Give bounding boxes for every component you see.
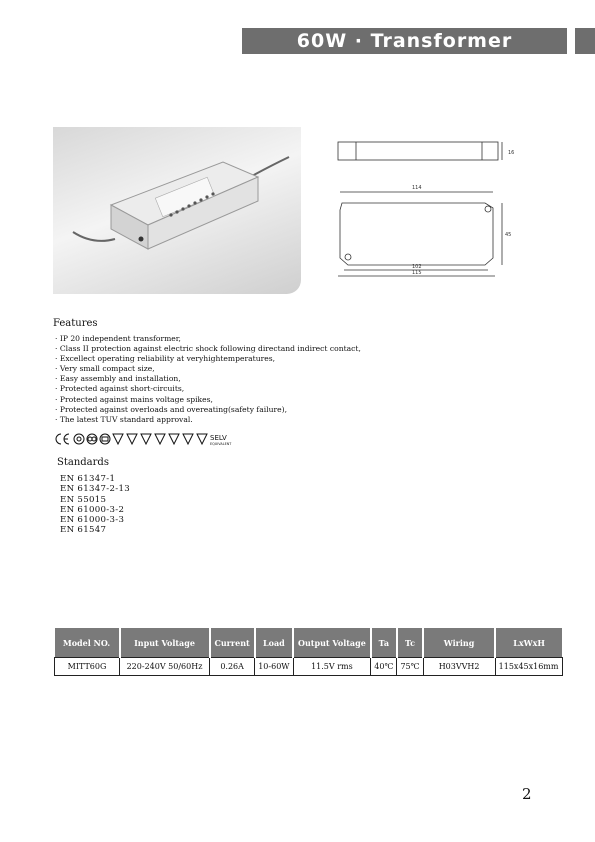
front-dim-width-label: 114 [412, 185, 422, 191]
feature-item: · Protected against short-circuits, [55, 384, 361, 394]
standard-item: EN 55015 [60, 494, 107, 505]
front-view-outline [340, 203, 493, 265]
feature-item: · IP 20 independent transformer, [55, 334, 361, 344]
front-dim-bottom2-label: 115 [412, 270, 422, 276]
spec-cell: 11.5V rms [293, 658, 371, 676]
spec-header-cell: LxWxH [495, 628, 562, 658]
spec-table [54, 628, 563, 676]
table-row [55, 658, 563, 676]
spec-header-cell: Current [210, 628, 255, 658]
spec-header-cell: Model NO. [55, 628, 120, 658]
feature-item: · Protected against overloads and overeating(safety failure), [55, 405, 361, 415]
spec-cell: 75℃ [397, 658, 423, 676]
certification-marks [52, 431, 252, 447]
spec-header-cell: Input Voltage [120, 628, 210, 658]
short-circuit-mark-icon [197, 434, 207, 444]
safety-mark-icon [74, 434, 84, 444]
standard-item: EN 61547 [60, 525, 107, 536]
ce-mark-icon [56, 434, 61, 444]
page-number: 2 [522, 785, 532, 803]
top-dim-height-label: 16 [508, 150, 515, 156]
header-tab [575, 28, 595, 54]
standards-heading: Standards [57, 457, 109, 468]
feature-item: · Class II protection against electric shock following directand indirect contact, [55, 344, 361, 354]
emc-mark-icon [183, 434, 193, 444]
spec-header-cell: Load [255, 628, 293, 658]
feature-item: · Easy assembly and installation, [55, 374, 361, 384]
front-dim-bottom1-label: 102 [412, 264, 422, 270]
f-mark-icon [127, 434, 137, 444]
spec-header-cell: Ta [371, 628, 397, 658]
feature-item: · Protected against mains voltage spikes, [55, 395, 361, 405]
feature-item: · Excellect operating reliability at veryhightemperatures, [55, 354, 361, 364]
feature-item: · Very small compact size, [55, 364, 361, 374]
standard-item: EN 61347-2-13 [60, 484, 130, 495]
selv-label: SELV [210, 434, 227, 442]
spec-table-header-row [55, 628, 563, 658]
transformer-photo-illustration [53, 127, 301, 294]
rating-mark-icon [169, 434, 179, 444]
standard-item: EN 61347-1 [60, 474, 116, 484]
vde-mark-icon [155, 434, 165, 444]
spec-cell: 115x45x16mm [495, 658, 562, 676]
spec-cell: 40℃ [371, 658, 397, 676]
spec-header-cell: Tc [397, 628, 423, 658]
spec-header-cell: Wiring [423, 628, 495, 658]
features-heading: Features [53, 318, 98, 329]
mm-mark-icon [141, 434, 151, 444]
page-title: 60W · Transformer [296, 30, 513, 52]
selv-equivalent-label: EQUIVALENT [210, 442, 232, 446]
spec-cell: H03VVH2 [423, 658, 495, 676]
features-list [55, 334, 361, 425]
spec-cell: MITT60G [55, 658, 120, 676]
spec-cell: 0.26A [210, 658, 255, 676]
spec-header-cell: Output Voltage [293, 628, 371, 658]
temperature-mark-icon [113, 434, 123, 444]
product-photo [53, 127, 301, 294]
feature-item: · The latest TUV standard approval. [55, 415, 361, 425]
front-dim-height-label: 45 [505, 232, 512, 238]
spec-cell: 10-60W [255, 658, 293, 676]
standards-list [60, 474, 130, 536]
standard-item: EN 61000-3-3 [60, 515, 125, 526]
spec-cell: 220-240V 50/60Hz [120, 658, 210, 676]
technical-drawing [330, 130, 520, 280]
standard-item: EN 61000-3-2 [60, 504, 125, 515]
top-view-outline [338, 142, 498, 160]
